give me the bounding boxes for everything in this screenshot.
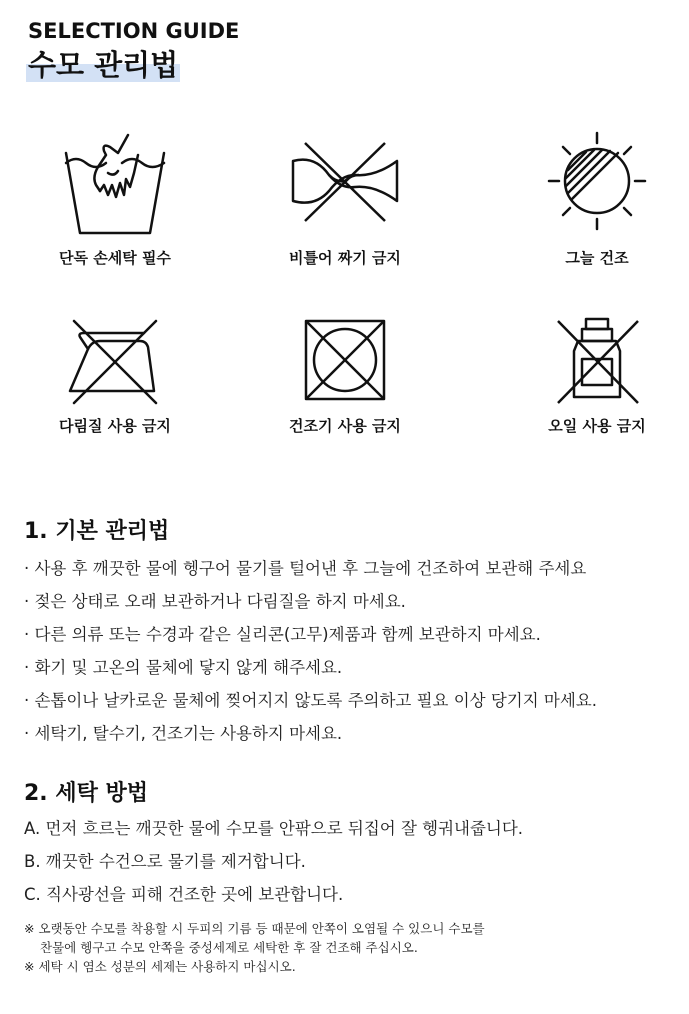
eyebrow-text: SELECTION GUIDE — [28, 19, 240, 43]
care-item-no-wring — [230, 125, 460, 268]
care-label: 오일 사용 금지 — [548, 417, 646, 435]
care-item-no-iron — [0, 313, 230, 436]
list-item: A. 먼저 흐르는 깨끗한 물에 수모를 안팎으로 뒤집어 잘 헹궈내줍니다. — [24, 819, 524, 838]
list-item: · 세탁기, 탈수기, 건조기는 사용하지 마세요. — [24, 724, 343, 743]
header — [28, 18, 239, 82]
section-heading: 2. 세탁 방법 — [24, 781, 148, 806]
care-label: 다림질 사용 금지 — [59, 417, 171, 435]
section-washing — [24, 780, 523, 976]
note-line: ※ 세탁 시 염소 성분의 세제는 사용하지 마십시오. — [24, 959, 296, 974]
do-not-tumble-dry-icon — [290, 313, 400, 408]
care-item-shade-dry — [482, 125, 689, 268]
care-label: 그늘 건조 — [565, 249, 629, 267]
list-item: C. 직사광선을 피해 건조한 곳에 보관합니다. — [24, 885, 344, 904]
care-item-hand-wash — [0, 125, 230, 268]
list-item: · 사용 후 깨끗한 물에 헹구어 물기를 털어낸 후 그늘에 건조하여 보관해 주세요 — [24, 559, 587, 578]
list-item: · 젖은 상태로 오래 보관하거나 다림질을 하지 마세요. — [24, 592, 406, 611]
care-label: 비틀어 짜기 금지 — [289, 249, 401, 267]
note-line: ※ 오랫동안 수모를 착용할 시 두피의 기름 등 때문에 안쪽이 오염될 수 있으니 수모를 — [24, 921, 485, 936]
title-wrap — [28, 48, 178, 82]
no-oil-icon — [542, 313, 652, 408]
section-basic-care — [24, 518, 597, 750]
shade-dry-icon — [542, 125, 652, 240]
notes — [24, 919, 523, 976]
care-item-no-oil — [482, 313, 689, 436]
list-item: · 화기 및 고온의 물체에 닿지 않게 해주세요. — [24, 658, 343, 677]
care-label: 건조기 사용 금지 — [289, 417, 401, 435]
list-item: B. 깨끗한 수건으로 물기를 제거합니다. — [24, 852, 306, 871]
page-title: 수모 관리법 — [28, 48, 179, 82]
wash-steps — [24, 812, 523, 911]
care-item-no-dryer — [230, 313, 460, 436]
care-list — [24, 552, 597, 750]
hand-wash-icon — [60, 125, 170, 240]
care-label: 단독 손세탁 필수 — [59, 249, 171, 267]
list-item: · 다른 의류 또는 수경과 같은 실리콘(고무)제품과 함께 보관하지 마세요. — [24, 625, 541, 644]
do-not-wring-icon — [285, 125, 405, 240]
section-heading: 1. 기본 관리법 — [24, 519, 170, 544]
note-line: 찬물에 헹구고 수모 안쪽을 중성세제로 세탁한 후 잘 건조해 주십시오. — [40, 940, 418, 955]
list-item: · 손톱이나 날카로운 물체에 찢어지지 않도록 주의하고 필요 이상 당기지 마세요. — [24, 691, 597, 710]
do-not-iron-icon — [60, 313, 170, 408]
